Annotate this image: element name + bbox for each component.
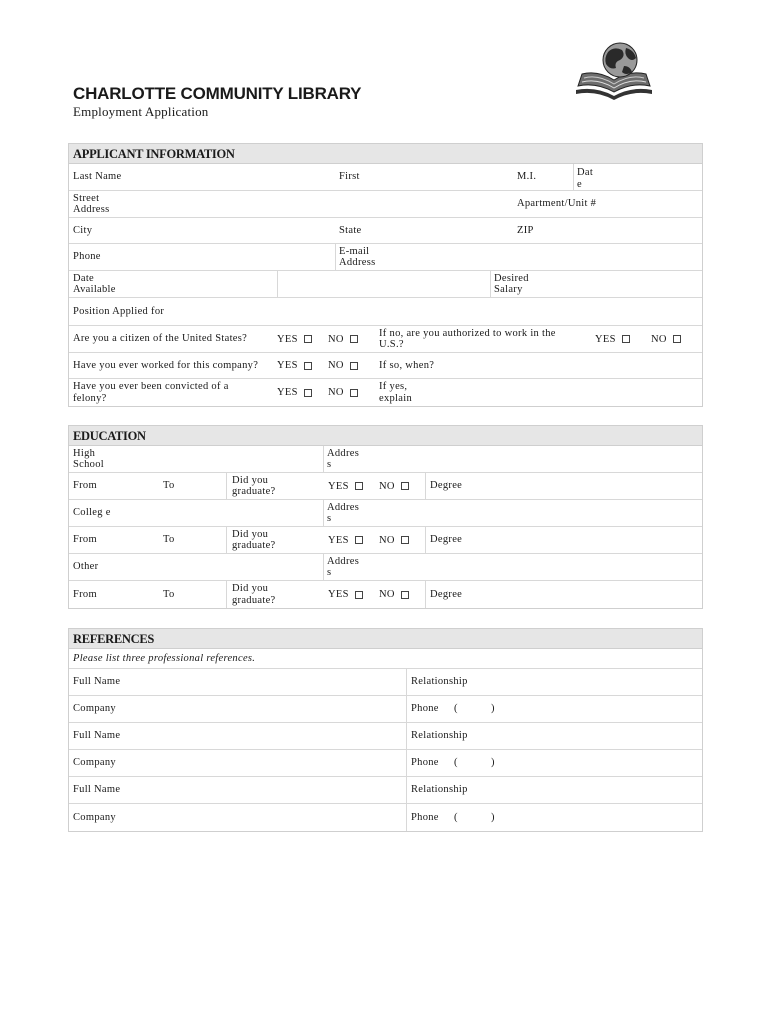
full-name-label: Full Name [73, 676, 121, 688]
desired-salary-label: Desired Salary [494, 272, 529, 295]
graduate-question: Did you graduate? [232, 474, 276, 497]
graduate-yes-option[interactable] [328, 473, 363, 499]
reference-1-name-row [69, 669, 702, 696]
worked-row [69, 353, 702, 379]
checkbox[interactable] [304, 389, 312, 397]
yes-label: YES [328, 589, 349, 600]
no-label: NO [379, 589, 395, 600]
school-label: Colleg e [73, 507, 111, 519]
graduate-yes-option[interactable] [328, 527, 363, 553]
if-so-when-label: If so, when? [379, 359, 435, 371]
address-label: Addres s [327, 447, 360, 470]
worked-no-option[interactable] [328, 353, 358, 378]
company-label: Company [73, 703, 116, 715]
citizen-row [69, 326, 702, 353]
contact-row [69, 244, 702, 271]
reference-3-name-row [69, 777, 702, 804]
phone-label: Phone [411, 703, 439, 715]
full-name-label: Full Name [73, 730, 121, 742]
section-heading: APPLICANT INFORMATION [69, 144, 702, 164]
checkbox[interactable] [355, 591, 363, 599]
reference-1-company-row [69, 696, 702, 723]
checkbox[interactable] [304, 362, 312, 370]
area-code-close-paren: ) [491, 703, 495, 715]
to-label: To [163, 588, 175, 600]
if-yes-explain-label: If yes, explain [379, 381, 413, 404]
address-label: Addres s [327, 555, 360, 578]
address-label: Addres s [327, 501, 360, 524]
relationship-label: Relationship [411, 730, 468, 742]
references-section [68, 628, 703, 832]
section-heading: EDUCATION [69, 426, 702, 446]
position-applied-label: Position Applied for [73, 305, 165, 317]
yes-label: YES [277, 360, 298, 371]
area-code-close-paren: ) [491, 811, 495, 823]
felony-no-option[interactable] [328, 379, 358, 406]
school-label: High School [73, 447, 104, 470]
apartment-unit-label: Apartment/Unit # [517, 198, 597, 210]
education-section [68, 425, 703, 609]
checkbox[interactable] [401, 482, 409, 490]
degree-label: Degree [430, 534, 463, 546]
phone-label: Phone [73, 251, 101, 263]
college-row [69, 500, 702, 527]
felony-row [69, 379, 702, 406]
area-code-open-paren: ( [454, 703, 458, 715]
relationship-label: Relationship [411, 676, 468, 688]
worked-question: Have you ever worked for this company? [73, 359, 259, 371]
middle-initial-label: M.I. [517, 171, 537, 183]
date-label: Dat e [577, 167, 594, 190]
graduate-question: Did you graduate? [232, 528, 276, 551]
high-school-dates-row [69, 473, 702, 500]
checkbox[interactable] [304, 335, 312, 343]
position-row [69, 298, 702, 326]
graduate-no-option[interactable] [379, 473, 409, 499]
name-row [69, 164, 702, 191]
citizen-question: Are you a citizen of the United States? [73, 333, 248, 345]
no-label: NO [651, 333, 667, 345]
references-instruction-row [69, 649, 702, 669]
yes-label: YES [328, 534, 349, 546]
phone-label: Phone [411, 811, 439, 823]
city-label: City [73, 224, 93, 236]
from-label: From [73, 588, 97, 600]
degree-label: Degree [430, 480, 463, 492]
reference-2-company-row [69, 750, 702, 777]
form-title: Employment Application [73, 104, 209, 119]
school-label: Other [73, 561, 99, 573]
phone-label: Phone [411, 757, 439, 769]
section-heading: REFERENCES [69, 629, 702, 649]
area-code-open-paren: ( [454, 757, 458, 769]
company-label: Company [73, 811, 116, 823]
date-available-label: Date Available [73, 272, 116, 295]
graduate-yes-option[interactable] [328, 581, 363, 608]
org-name: CHARLOTTE COMMUNITY LIBRARY [73, 84, 362, 103]
checkbox[interactable] [622, 335, 630, 343]
checkbox[interactable] [401, 536, 409, 544]
authorized-question: If no, are you authorized to work in the U.S.? [379, 327, 556, 350]
checkbox[interactable] [355, 536, 363, 544]
graduate-no-option[interactable] [379, 527, 409, 553]
citizen-yes-option[interactable] [277, 326, 312, 352]
from-label: From [73, 480, 97, 492]
no-label: NO [328, 333, 344, 345]
to-label: To [163, 534, 175, 546]
no-label: NO [379, 534, 395, 546]
no-label: NO [328, 360, 344, 371]
checkbox[interactable] [401, 591, 409, 599]
authorized-yes-option[interactable] [595, 326, 630, 352]
graduate-question: Did you graduate? [232, 583, 276, 606]
first-name-label: First [339, 171, 360, 183]
no-label: NO [328, 387, 344, 398]
relationship-label: Relationship [411, 784, 468, 796]
reference-3-company-row [69, 804, 702, 831]
last-name-label: Last Name [73, 171, 122, 183]
address-row [69, 191, 702, 218]
to-label: To [163, 480, 175, 492]
other-school-dates-row [69, 581, 702, 608]
yes-label: YES [277, 333, 298, 345]
street-address-label: Street Address [73, 192, 110, 215]
checkbox[interactable] [350, 389, 358, 397]
applicant-information-section [68, 143, 703, 407]
yes-label: YES [277, 387, 298, 398]
felony-question: Have you ever been convicted of a felony? [73, 381, 229, 404]
yes-label: YES [328, 480, 349, 492]
city-row [69, 218, 702, 244]
felony-yes-option[interactable] [277, 379, 312, 406]
company-label: Company [73, 757, 116, 769]
email-label: E-mail Address [339, 245, 376, 268]
reference-2-name-row [69, 723, 702, 750]
graduate-no-option[interactable] [379, 581, 409, 608]
zip-label: ZIP [517, 224, 534, 236]
no-label: NO [379, 480, 395, 492]
authorized-no-option[interactable] [651, 326, 681, 352]
college-dates-row [69, 527, 702, 554]
state-label: State [339, 224, 362, 236]
full-name-label: Full Name [73, 784, 121, 796]
yes-label: YES [595, 333, 616, 345]
globe-on-open-book-icon [574, 40, 654, 102]
references-instruction: Please list three professional references. [73, 652, 256, 664]
area-code-close-paren: ) [491, 757, 495, 769]
checkbox[interactable] [350, 335, 358, 343]
citizen-no-option[interactable] [328, 326, 358, 352]
other-school-row [69, 554, 702, 581]
from-label: From [73, 534, 97, 546]
high-school-row [69, 446, 702, 473]
checkbox[interactable] [355, 482, 363, 490]
checkbox[interactable] [673, 335, 681, 343]
availability-row [69, 271, 702, 298]
degree-label: Degree [430, 588, 463, 600]
area-code-open-paren: ( [454, 811, 458, 823]
checkbox[interactable] [350, 362, 358, 370]
worked-yes-option[interactable] [277, 353, 312, 378]
